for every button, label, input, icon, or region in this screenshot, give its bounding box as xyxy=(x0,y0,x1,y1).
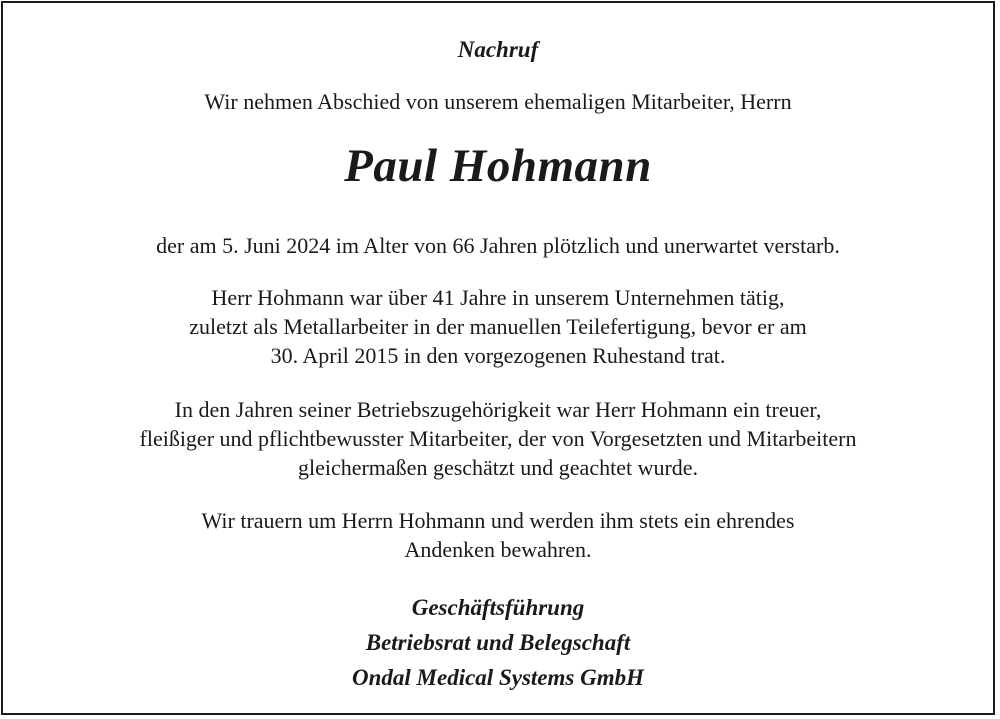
obituary-notice xyxy=(1,1,995,715)
career-line-2: zuletzt als Metallarbeiter in der manuellen Teilefertigung, bevor er am xyxy=(189,314,807,339)
mourning-line-1: Wir trauern um Herrn Hohmann und werden ihm stets ein ehrendes xyxy=(201,508,795,533)
deceased-name: Paul Hohmann xyxy=(344,140,652,192)
career-line-3: 30. April 2015 in den vorgezogenen Ruhestand trat. xyxy=(270,343,726,368)
signature-management: Geschäftsführung xyxy=(411,595,585,620)
death-statement: der am 5. Juni 2024 im Alter von 66 Jahren plötzlich und unerwartet verstarb. xyxy=(156,233,840,258)
tribute-line-3: gleichermaßen geschätzt und geachtet wurde. xyxy=(297,455,699,480)
tribute-line-1: In den Jahren seiner Betriebszugehörigkeit war Herr Hohmann ein treuer, xyxy=(174,397,822,422)
notice-heading: Nachruf xyxy=(457,37,539,62)
signature-company: Ondal Medical Systems GmbH xyxy=(352,665,644,690)
signature-works-council: Betriebsrat und Belegschaft xyxy=(365,630,631,655)
mourning-line-2: Andenken bewahren. xyxy=(404,537,592,562)
intro-line: Wir nehmen Abschied von unserem ehemaligen Mitarbeiter, Herrn xyxy=(204,89,792,114)
career-line-1: Herr Hohmann war über 41 Jahre in unserem Unternehmen tätig, xyxy=(211,285,785,310)
tribute-line-2: fleißiger und pflichtbewusster Mitarbeiter, der von Vorgesetzten und Mitarbeitern xyxy=(139,426,857,451)
